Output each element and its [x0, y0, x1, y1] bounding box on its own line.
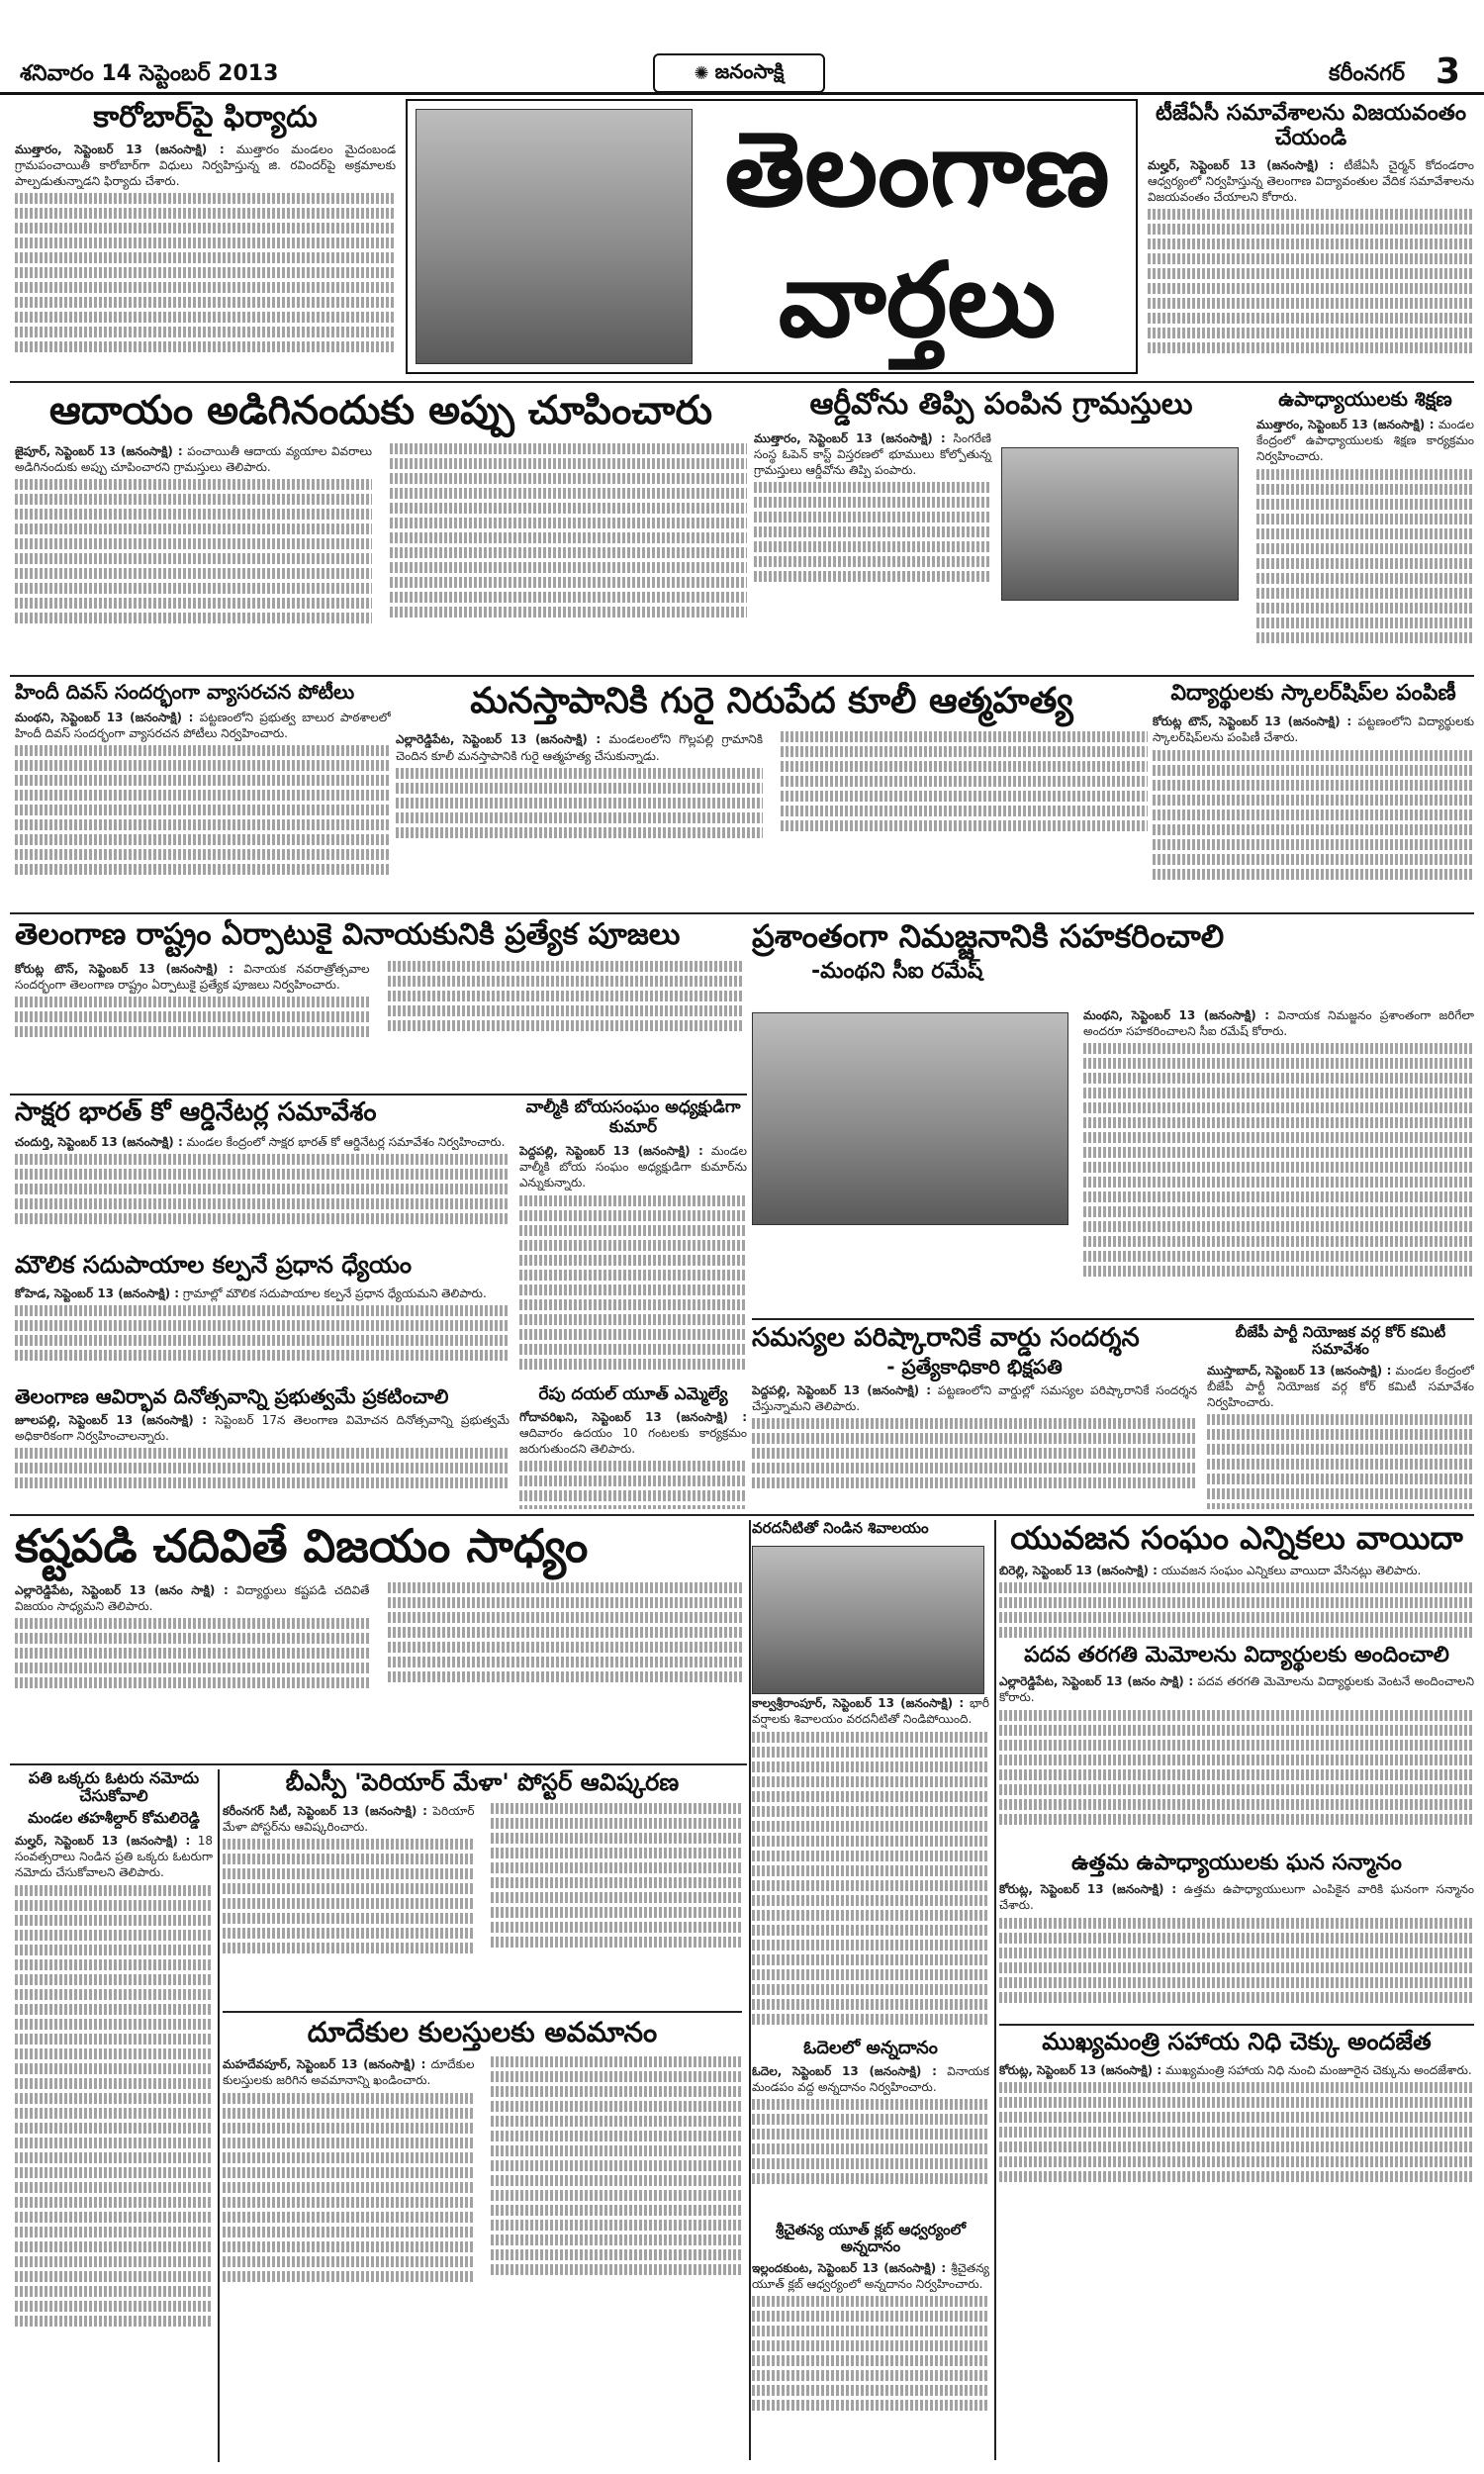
newspaper-logo [653, 53, 825, 93]
article-body: కోరుట్ల, సెప్టెంబర్ 13 (జనంసాక్షి) : ఉత్తమ ఉపాధ్యాయులుగా ఎంపికైన వారికి ఘనంగా సన్మానం చేశారు. [999, 1881, 1474, 2002]
headline: బీజేపీ పార్టీ నియోజక వర్గ కోర్ కమిటీ సమావేశం [1235, 1324, 1446, 1359]
article-valmiki-boya [519, 1098, 747, 1380]
article-nimajjanam [752, 918, 1474, 1314]
headline: దూదేకుల కులస్తులకు అవమానం [307, 2017, 658, 2048]
headline: మనస్తాపానికి గురై నిరుపేద కూలీ ఆత్మహత్య [470, 681, 1073, 721]
article-hindi-divas [15, 681, 391, 906]
flooded-temple-photo [752, 1546, 984, 1694]
article-tjac [1148, 101, 1474, 378]
article-ward-visit [752, 1324, 1197, 1509]
article-cm-relief [999, 2029, 1474, 2227]
subheadline: - ప్రత్యేకాధికారి భిక్షపతి [886, 1354, 1063, 1379]
article-periyar-mela [223, 1769, 742, 2007]
headline: వరదనీటితో నిండిన శివాలయం [752, 1520, 929, 1537]
headline: ముఖ్యమంత్రి సహాయ నిధి చెక్కు అందజేత [1042, 2029, 1432, 2055]
headline: వాల్మీకి బోయసంఘం అధ్యక్షుడిగా కుమార్ [525, 1098, 741, 1137]
article-moulika [15, 1252, 510, 1380]
article-repu-dayal [519, 1385, 747, 1509]
article-body: ముస్తాబాద్, సెప్టెంబర్ 13 (జనంసాక్షి) : మండల కేంద్రంలో బీజేపీ పార్టీ నియోజక వర్గ కోర్ కమిటీ సమావేశం నిర్వహించారు. [1207, 1363, 1474, 1510]
article-voter-registration [15, 1769, 213, 2462]
headline: పతి ఒక్కరు ఓటరు నమోదు చేసుకోవాలి [28, 1769, 200, 1806]
article-body: ముత్తారం, సెప్టెంబర్ 13 (జనంసాక్షి) : ముత్తారం మండలం మైదంబండ గ్రామపంచాయితీ కారోబార్‌గా విధులు నిర్వహిస్తున్న జి. రవిందర్‌పై అక్రమాలకు పాల్పడుతున్నాడని ఫిర్యాదు చేశారు. [15, 142, 396, 353]
article-memos [999, 1643, 1474, 1846]
logo-emblem-icon: ✺ [694, 62, 709, 84]
headline: టీజేఏసీ సమావేశాలను విజయవంతం చేయండి [1155, 101, 1467, 151]
headline: రేపు దయల్ యూత్ ఎమ్మెల్యే [538, 1385, 728, 1404]
article-yuvajana [999, 1520, 1474, 1639]
article-body: పెద్దపల్లి, సెప్టెంబర్ 13 (జనంసాక్షి) : పట్టణంలోని వార్డుల్లో సమస్యల పరిష్కారానికే సందర్శన చేస్తున్నామని తెలిపారు. [752, 1382, 1197, 1488]
article-body: బిరెల్లి, సెప్టెంబర్ 13 (జనంసాక్షి) : యువజన సంఘం ఎన్నికలు వాయిదా వేసినట్లు తెలిపారు. [999, 1563, 1474, 1638]
masthead [0, 0, 1484, 95]
article-body: ఎల్లారెడ్డిపేట, సెప్టెంబర్ 13 (జనం సాక్షి) : విద్యార్థులు కష్టపడి చదివితే విజయం సాధ్యమని తెలిపారు. [15, 1582, 742, 1689]
article-bjp-core [1207, 1324, 1474, 1509]
article-body: కోరుట్ల టౌన్, సెప్టెంబర్ 13 (జనంసాక్షి) : వినాయక నవరాత్రోత్సవాల సందర్భంగా తెలంగాణ రాష్ట్రం ఏర్పాటుకై ప్రత్యేక పూజలు నిర్వహించారు. [15, 961, 742, 1038]
article-body: మల్హర్, సెప్టెంబర్ 13 (జనంసాక్షి) : టీజేఏసీ చైర్మన్ కోదండరాం ఆధ్వర్యంలో నిర్వహిస్తున్న తెలంగాణ విద్యావంతుల వేదిక సమావేశాలను విజయవంతం చేయాలని కోరారు. [1148, 157, 1474, 354]
telangana-news-banner [406, 99, 1138, 374]
issue-date: శనివారం 14 సెప్టెంబర్ 2013 [20, 61, 279, 86]
headline: ఆర్డీవోను తిప్పి పంపిన గ్రామస్తులు [809, 388, 1193, 422]
article-body: కోహెడ, సెప్టెంబర్ 13 (జనంసాక్షి) : గ్రామాల్లో మౌలిక సదుపాయాల కల్పనే ప్రధాన ధ్యేయమని తెలిపారు. [15, 1285, 510, 1361]
headline: హిందీ దివస్ సందర్భంగా వ్యాసరచన పోటీలు [15, 681, 355, 704]
article-kashtapadi [15, 1520, 742, 1758]
headline: యువజన సంఘం ఎన్నికలు వాయిదా [1010, 1520, 1463, 1557]
article-body: కరీంనగర్ సిటీ, సెప్టెంబర్ 13 (జనంసాక్షి) : పెరియార్ మేళా పోస్టర్‌ను ఆవిష్కరించారు. [223, 1803, 742, 1954]
subheadline: -మంథని సీఐ రమేష్ [811, 958, 983, 984]
headline: విద్యార్థులకు స్కాలర్‌షిప్‌ల పంపిణీ [1170, 681, 1456, 706]
article-body: మంథని, సెప్టెంబర్ 13 (జనంసాక్షి) : వినాయక నిమజ్జనం ప్రశాంతంగా జరిగేలా అందరూ సహకరించాలని సీఐ రమేష్ కోరారు. [1083, 1007, 1474, 1281]
article-dudekula [223, 2017, 742, 2462]
article-karobar [15, 101, 396, 353]
headline: శ్రీచైతన్య యూత్ క్లబ్ ఆధ్వర్యంలో అన్నదానం [775, 2222, 967, 2256]
subheadline: మండల తహశీల్దార్ కోమలిరెడ్డి [28, 1808, 200, 1827]
article-body: మంథని, సెప్టెంబర్ 13 (జనంసాక్షి) : పట్టణంలోని ప్రభుత్వ బాలుర పాఠశాలలో హిందీ దివస్ సందర్భంగా వ్యాసరచన పోటీలు నిర్వహించారు. [15, 710, 391, 875]
article-body: ముత్తారం, సెప్టెంబర్ 13 (జనంసాక్షి) : సింగరేణి సంస్థ ఓపెన్ కాస్ట్ విస్తరణలో భూములు కోల్పోతున్న గ్రామస్తులు ఆర్డీవోను తిప్పి పంపారు. [754, 430, 991, 587]
headline: తెలంగాణ రాష్ట్రం ఏర్పాటుకై వినాయకునికి ప్రత్యేక పూజలు [15, 918, 681, 952]
headline: కారోబార్‌పై ఫిర్యాదు [93, 101, 318, 135]
article-body: కోరుట్ల టౌన్, సెప్టెంబర్ 13 (జనంసాక్షి) : పట్టణంలోని విద్యార్థులకు స్కాలర్‌షిప్‌లను పంపిణీ చేశారు. [1153, 714, 1474, 879]
villagers-photo [1001, 447, 1239, 601]
headline: బీఎస్పీ 'పెరియార్ మేళా' పోస్టర్ ఆవిష్కరణ [285, 1769, 680, 1796]
article-body: ఎల్లారెడ్డిపేట, సెప్టెంబర్ 13 (జనంసాక్షి) : మండలంలోని గొల్లపల్లి గ్రామానికి చెందిన కూలీ మనస్తాపానికి గురై ఆత్మహత్య చేసుకున్నాడు. [396, 731, 1148, 838]
article-body: ఎల్లారెడ్డిపేట, సెప్టెంబర్ 13 (జనం సాక్షి) : పదవ తరగతి మెమోలను విద్యార్థులకు వెంటనే అందించాలని కోరారు. [999, 1673, 1474, 1824]
headline: సమస్యల పరిష్కారానికే వార్డు సందర్శన [752, 1324, 1140, 1353]
article-adayam [15, 388, 747, 670]
article-best-teachers [999, 1851, 1474, 2019]
article-body: మల్హర్, సెప్టెంబర్ 13 (జనంసాక్షి) : 18 సంవత్సరాలు నిండిన ప్రతి ఒక్కరు ఓటరుగా నమోదు చేసుకోవాలని తెలిపారు. [15, 1833, 213, 2327]
article-body: మహదేవపూర్, సెప్టెంబర్ 13 (జనంసాక్షి) : దూదేకుల కులస్తులకు జరిగిన అవమానాన్ని ఖండించారు. [223, 2056, 742, 2282]
headline: పదవ తరగతి మెమోలను విద్యార్థులకు అందించాలి [1024, 1643, 1449, 1667]
logo-text: జనంసాక్షి [714, 58, 785, 83]
headline: సాక్షర భారత్ కో ఆర్డినేటర్ల సమావేశం [15, 1098, 377, 1127]
headline: ఆదాయం అడిగినందుకు అప్పు చూపించారు [48, 388, 713, 433]
fort-photo [416, 109, 693, 364]
article-coolie-suicide [396, 681, 1148, 906]
article-saakshara-bharat [15, 1098, 510, 1247]
edition-city: కరీంనగర్ [1328, 61, 1405, 86]
article-body: పెద్దపల్లి, సెప్టెంబర్ 13 (జనంసాక్షి) : మండల వాల్మీకి బోయ సంఘం అధ్యక్షుడిగా కుమార్‌ను ఎన్నుకున్నారు. [519, 1143, 747, 1370]
headline: మౌలిక సదుపాయాల కల్పనే ప్రధాన ధ్యేయం [15, 1252, 413, 1279]
article-annadanam-odela [752, 2039, 989, 2217]
article-scholarships [1153, 681, 1474, 906]
article-avirbhava [15, 1385, 510, 1509]
article-rdo [754, 388, 1249, 670]
article-body: కోరుట్ల, సెప్టెంబర్ 13 (జనంసాక్షి) : ముఖ్యమంత్రి సహాయ నిధి నుంచి మంజూరైన చెక్కును అందజేశారు. [999, 2062, 1474, 2182]
article-body: జైపూర్, సెప్టెంబర్ 13 (జనంసాక్షి) : పంచాయితీ ఆదాయ వ్యయాల వివరాలు అడిగినందుకు అప్పు చూపించారని గ్రామస్తులు తెలిపారు. [15, 443, 747, 624]
headline: తెలంగాణ ఆవిర్భావ దినోత్సవాన్ని ప్రభుత్వమే ప్రకటించాలి [15, 1385, 449, 1408]
article-srichaitanya [752, 2222, 989, 2462]
article-body: జూలపల్లి, సెప్టెంబర్ 13 (జనంసాక్షి) : సెప్టెంబర్ 17న తెలంగాణ విమోచన దినోత్సవాన్ని ప్రభుత్వమే అధికారికంగా నిర్వహించాలన్నారు. [15, 1412, 510, 1488]
banner-line2: వార్తలు [778, 239, 1057, 360]
article-body: ఇల్లందకుంట, సెప్టెంబర్ 13 (జనంసాక్షి) : శ్రీచైతన్య యూత్ క్లబ్ ఆధ్వర్యంలో అన్నదానం నిర్వహించారు. [752, 2260, 989, 2411]
article-body: కాల్వశ్రీరాంపూర్, సెప్టెంబర్ 13 (జనంసాక్షి) : భారీ వర్షాలకు శివాలయం వరదనీటితో నిండిపోయింది. [752, 1695, 989, 2024]
article-shivalayam [752, 1520, 989, 2035]
article-body: ముత్తారం, సెప్టెంబర్ 13 (జనంసాక్షి) : మండల కేంద్రంలో ఉపాధ్యాయులకు శిక్షణ కార్యక్రమం నిర్వహించారు. [1256, 417, 1474, 643]
headline: ఉత్తమ ఉపాధ్యాయులకు ఘన సన్మానం [1071, 1851, 1402, 1875]
police-meeting-photo [752, 1012, 1068, 1225]
article-body: ఓదెల, సెప్టెంబర్ 13 (జనంసాక్షి) : వినాయక మండపం వద్ద అన్నదానం నిర్వహించారు. [752, 2063, 989, 2184]
article-body: గోదావరిఖని, సెప్టెంబర్ 13 (జనంసాక్షి) : ఆదివారం ఉదయం 10 గంటలకు కార్యక్రమం జరుగుతుందని తెలిపారు. [519, 1409, 747, 1509]
article-vinayaka-pujalu [15, 918, 742, 1087]
headline: కష్టపడి చదివితే విజయం సాధ్యం [15, 1520, 589, 1572]
article-teachers-training [1256, 388, 1474, 670]
headline: ఉపాధ్యాయులకు శిక్షణ [1278, 388, 1452, 411]
headline: ప్రశాంతంగా నిమజ్జనానికి సహకరించాలి [752, 918, 1225, 955]
headline: ఓదెలలో అన్నదానం [803, 2039, 938, 2058]
banner-line1: తెలంగాణ [724, 109, 1110, 230]
article-body: చందుర్తి, సెప్టెంబర్ 13 (జనంసాక్షి) : మండల కేంద్రంలో సాక్షర భారత్ కో ఆర్డినేటర్ల సమావేశం నిర్వహించారు. [15, 1134, 510, 1224]
page-number: 3 [1435, 51, 1460, 92]
